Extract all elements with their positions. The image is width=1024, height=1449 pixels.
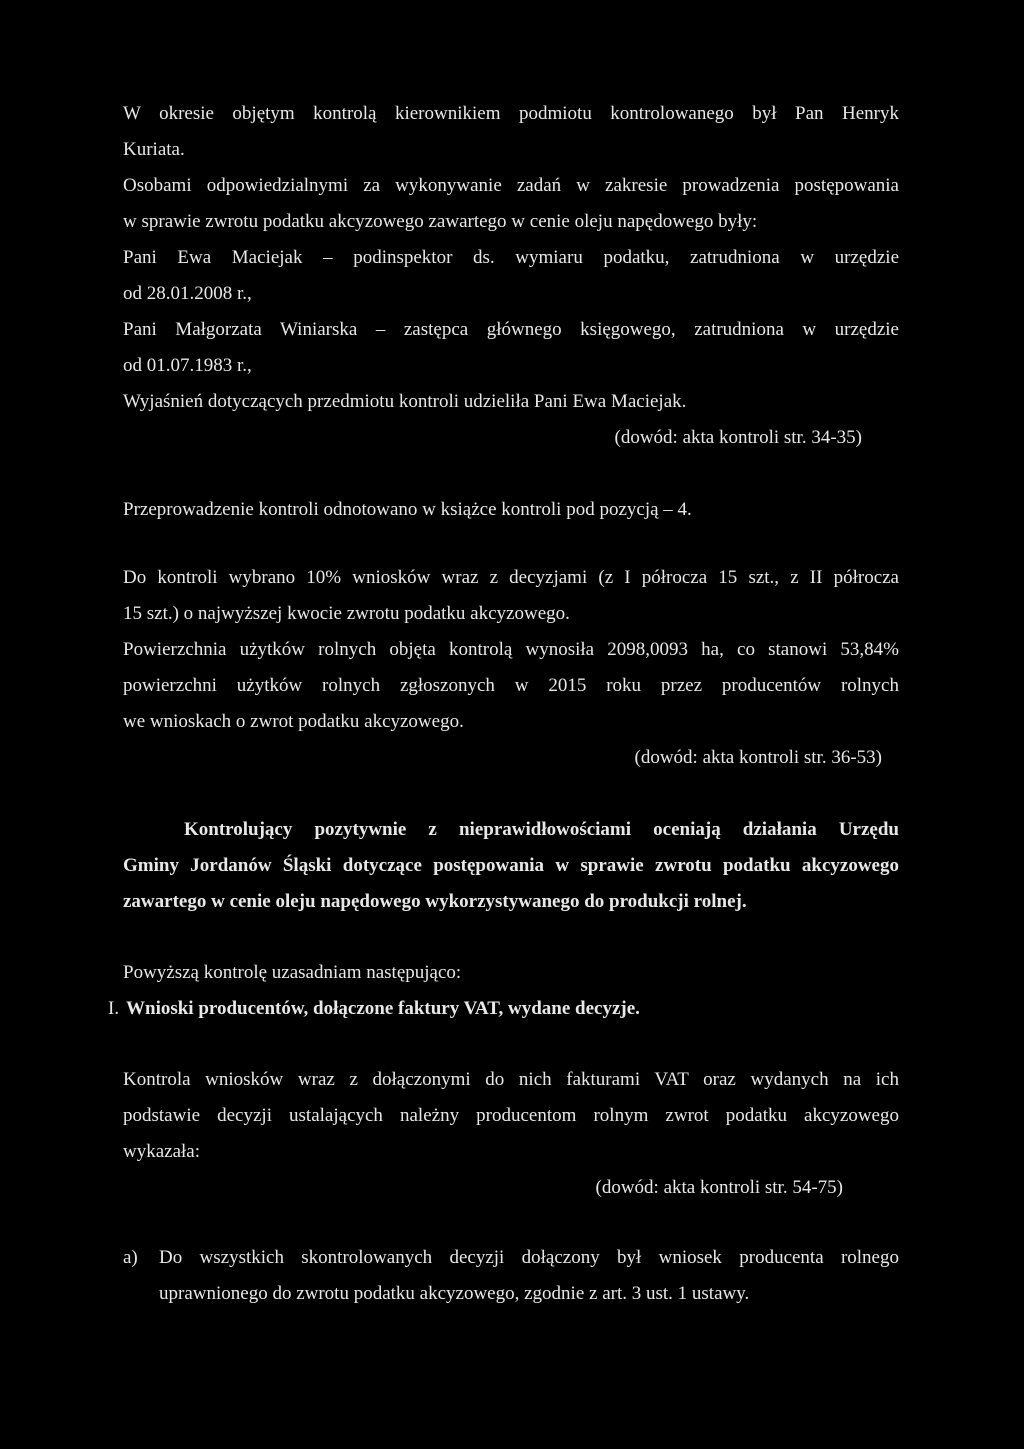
paragraph-osoby-line-3: Pani Ewa Maciejak – podinspektor ds. wymiaru podatku, zatrudniona w urzędzie <box>123 247 899 268</box>
evidence-reference-36-53: (dowód: akta kontroli str. 36-53) <box>634 747 882 768</box>
paragraph-osoby-line-6: od 01.07.1983 r., <box>123 355 252 376</box>
paragraph-wybor-line-5: we wnioskach o zwrot podatku akcyzowego. <box>123 711 464 732</box>
assessment-line-3: zawartego w cenie oleju napędowego wykorzystywanego do produkcji rolnej. <box>123 891 747 912</box>
assessment-line-1: Kontrolujący pozytywnie z nieprawidłowościami oceniają działania Urzędu <box>184 819 899 840</box>
section-1-marker: I. <box>108 998 120 1019</box>
paragraph-osoby-line-5: Pani Małgorzata Winiarska – zastępca głównego księgowego, zatrudniona w urzędzie <box>123 319 899 340</box>
paragraph-osoby-line-7: Wyjaśnień dotyczących przedmiotu kontroli udzieliła Pani Ewa Maciejak. <box>123 391 687 412</box>
paragraph-wybor-line-3: Powierzchnia użytków rolnych objęta kontrolą wynosiła 2098,0093 ha, co stanowi 53,84% <box>123 639 899 660</box>
assessment-line-2: Gminy Jordanów Śląski dotyczące postępowania w sprawie zwrotu podatku akcyzowego <box>123 855 899 876</box>
paragraph-wybor-line-1: Do kontroli wybrano 10% wniosków wraz z decyzjami (z I półrocza 15 szt., z II półrocza <box>123 567 899 588</box>
paragraph-kontrola-line-2: podstawie decyzji ustalających należny producentom rolnym zwrot podatku akcyzowego <box>123 1105 899 1126</box>
paragraph-kontrola-line-3: wykazała: <box>123 1141 201 1162</box>
justification-intro: Powyższą kontrolę uzasadniam następująco: <box>123 962 462 983</box>
paragraph-osoby-line-1: Osobami odpowiedzialnymi za wykonywanie zadań w zakresie prowadzenia postępowania <box>123 175 899 196</box>
paragraph-kierownik-line-2: Kuriata. <box>123 139 185 160</box>
evidence-reference-34-35: (dowód: akta kontroli str. 34-35) <box>614 427 862 448</box>
item-a-marker: a) <box>123 1247 138 1268</box>
paragraph-wybor-line-2: 15 szt.) o najwyższej kwocie zwrotu podatku akcyzowego. <box>123 603 570 624</box>
section-1-title: Wnioski producentów, dołączone faktury VAT, wydane decyzje. <box>126 998 640 1019</box>
item-a-line-2: uprawnionego do zwrotu podatku akcyzowego, zgodnie z art. 3 ust. 1 ustawy. <box>159 1283 750 1304</box>
paragraph-osoby-line-2: w sprawie zwrotu podatku akcyzowego zawartego w cenie oleju napędowego były: <box>123 211 758 232</box>
paragraph-osoby-line-4: od 28.01.2008 r., <box>123 283 252 304</box>
paragraph-kontrola-line-1: Kontrola wniosków wraz z dołączonymi do nich fakturami VAT oraz wydanych na ich <box>123 1069 899 1090</box>
paragraph-wybor-line-4: powierzchni użytków rolnych zgłoszonych w 2015 roku przez producentów rolnych <box>123 675 899 696</box>
paragraph-ksiazka-line-1: Przeprowadzenie kontroli odnotowano w książce kontroli pod pozycją – 4. <box>123 499 692 520</box>
paragraph-kierownik-line-1: W okresie objętym kontrolą kierownikiem podmiotu kontrolowanego był Pan Henryk <box>123 103 899 124</box>
item-a-line-1: Do wszystkich skontrolowanych decyzji dołączony był wniosek producenta rolnego <box>159 1247 899 1268</box>
evidence-reference-54-75: (dowód: akta kontroli str. 54-75) <box>595 1177 843 1198</box>
